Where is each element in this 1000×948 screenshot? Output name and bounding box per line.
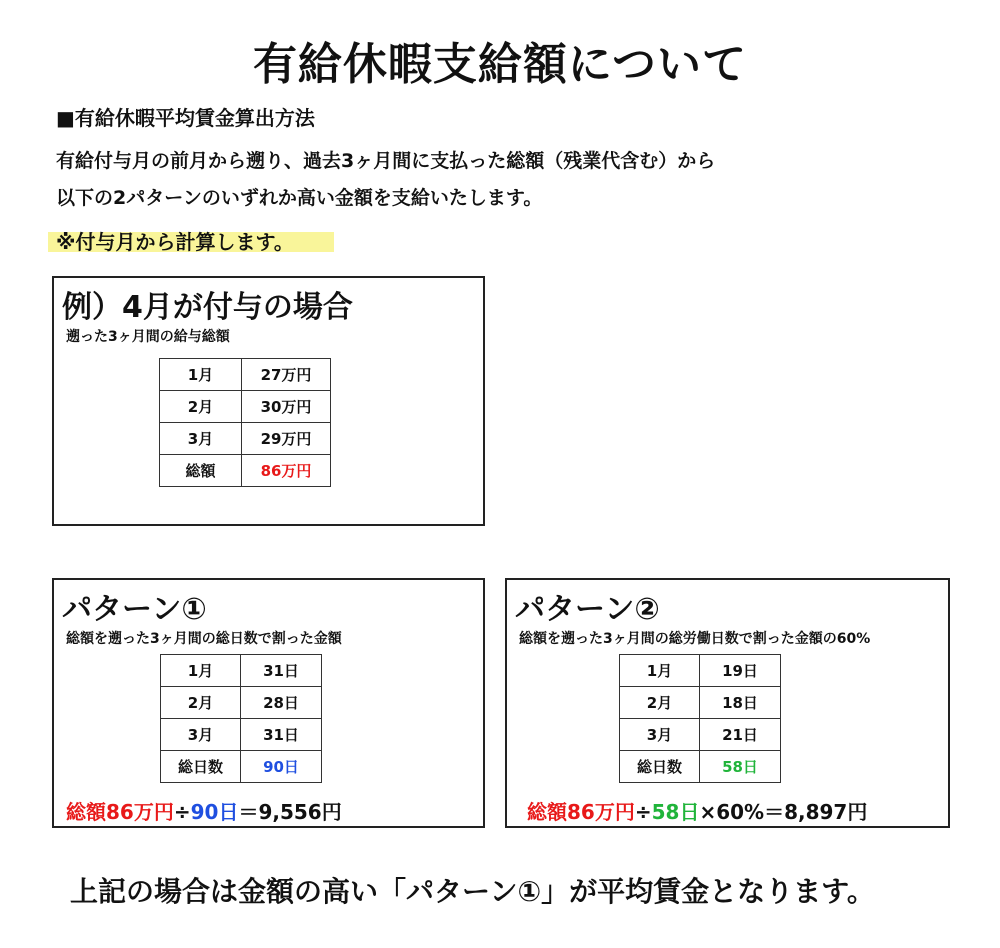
salary-cell: 27万円 (242, 359, 331, 391)
pattern-1-title: パターン① (62, 592, 207, 627)
method-description-line-2: 以下の2パターンのいずれか高い金額を支給いたします。 (56, 187, 543, 209)
month-cell: 3月 (161, 719, 241, 751)
days-cell: 19日 (700, 655, 781, 687)
table-total-row (161, 751, 322, 783)
month-cell: 2月 (160, 391, 242, 423)
days-cell: 31日 (241, 655, 322, 687)
salary-table (159, 358, 331, 487)
table-row (620, 655, 781, 687)
total-value-cell: 86万円 (242, 455, 331, 487)
table-row (620, 719, 781, 751)
total-value-cell: 90日 (241, 751, 322, 783)
working-days-table (619, 654, 781, 783)
total-value-cell: 58日 (700, 751, 781, 783)
month-cell: 1月 (620, 655, 700, 687)
days-table (160, 654, 322, 783)
month-cell: 3月 (160, 423, 242, 455)
pattern-2-subtitle: 総額を遡った3ヶ月間の総労働日数で割った金額の60% (519, 631, 871, 647)
example-title: 例）4月が付与の場合 (62, 290, 353, 325)
pattern-2-title: パターン② (515, 592, 660, 627)
table-row (161, 655, 322, 687)
pattern-1-box (52, 578, 485, 828)
pattern-2-box (505, 578, 950, 828)
total-label-cell: 総日数 (620, 751, 700, 783)
pattern-1-subtitle: 総額を遡った3ヶ月間の総日数で割った金額 (66, 631, 342, 647)
salary-cell: 29万円 (242, 423, 331, 455)
days-cell: 21日 (700, 719, 781, 751)
table-row (160, 423, 331, 455)
month-cell: 3月 (620, 719, 700, 751)
method-description-line-1: 有給付与月の前月から遡り、過去3ヶ月間に支払った総額（残業代含む）から (56, 150, 716, 172)
calculation-note: ※付与月から計算します。 (56, 230, 294, 254)
days-cell: 28日 (241, 687, 322, 719)
conclusion-text: 上記の場合は金額の高い「パターン①」が平均賃金となります。 (70, 875, 875, 908)
table-row (160, 391, 331, 423)
formula-result: ＝9,556円 (238, 800, 342, 824)
table-row (620, 687, 781, 719)
formula-total: 総額86万円 (527, 800, 635, 824)
month-cell: 2月 (161, 687, 241, 719)
example-box (52, 276, 485, 526)
month-cell: 1月 (160, 359, 242, 391)
total-label-cell: 総額 (160, 455, 242, 487)
table-row (161, 687, 322, 719)
page-title: 有給休暇支給額について (252, 39, 748, 90)
days-cell: 31日 (241, 719, 322, 751)
month-cell: 2月 (620, 687, 700, 719)
month-cell: 1月 (161, 655, 241, 687)
formula-days: 90日 (190, 800, 239, 824)
example-subtitle: 遡った3ヶ月間の給与総額 (66, 329, 230, 345)
table-total-row (620, 751, 781, 783)
method-heading: ■有給休暇平均賃金算出方法 (56, 106, 315, 130)
formula-total: 総額86万円 (66, 800, 174, 824)
table-total-row (160, 455, 331, 487)
total-label-cell: 総日数 (161, 751, 241, 783)
pattern-2-formula (527, 796, 867, 825)
formula-result: ×60%＝8,897円 (699, 800, 868, 824)
table-row (160, 359, 331, 391)
table-row (161, 719, 322, 751)
formula-operator: ÷ (173, 800, 191, 824)
formula-days: 58日 (651, 800, 700, 824)
days-cell: 18日 (700, 687, 781, 719)
salary-cell: 30万円 (242, 391, 331, 423)
pattern-1-formula (66, 796, 342, 825)
formula-operator: ÷ (634, 800, 652, 824)
